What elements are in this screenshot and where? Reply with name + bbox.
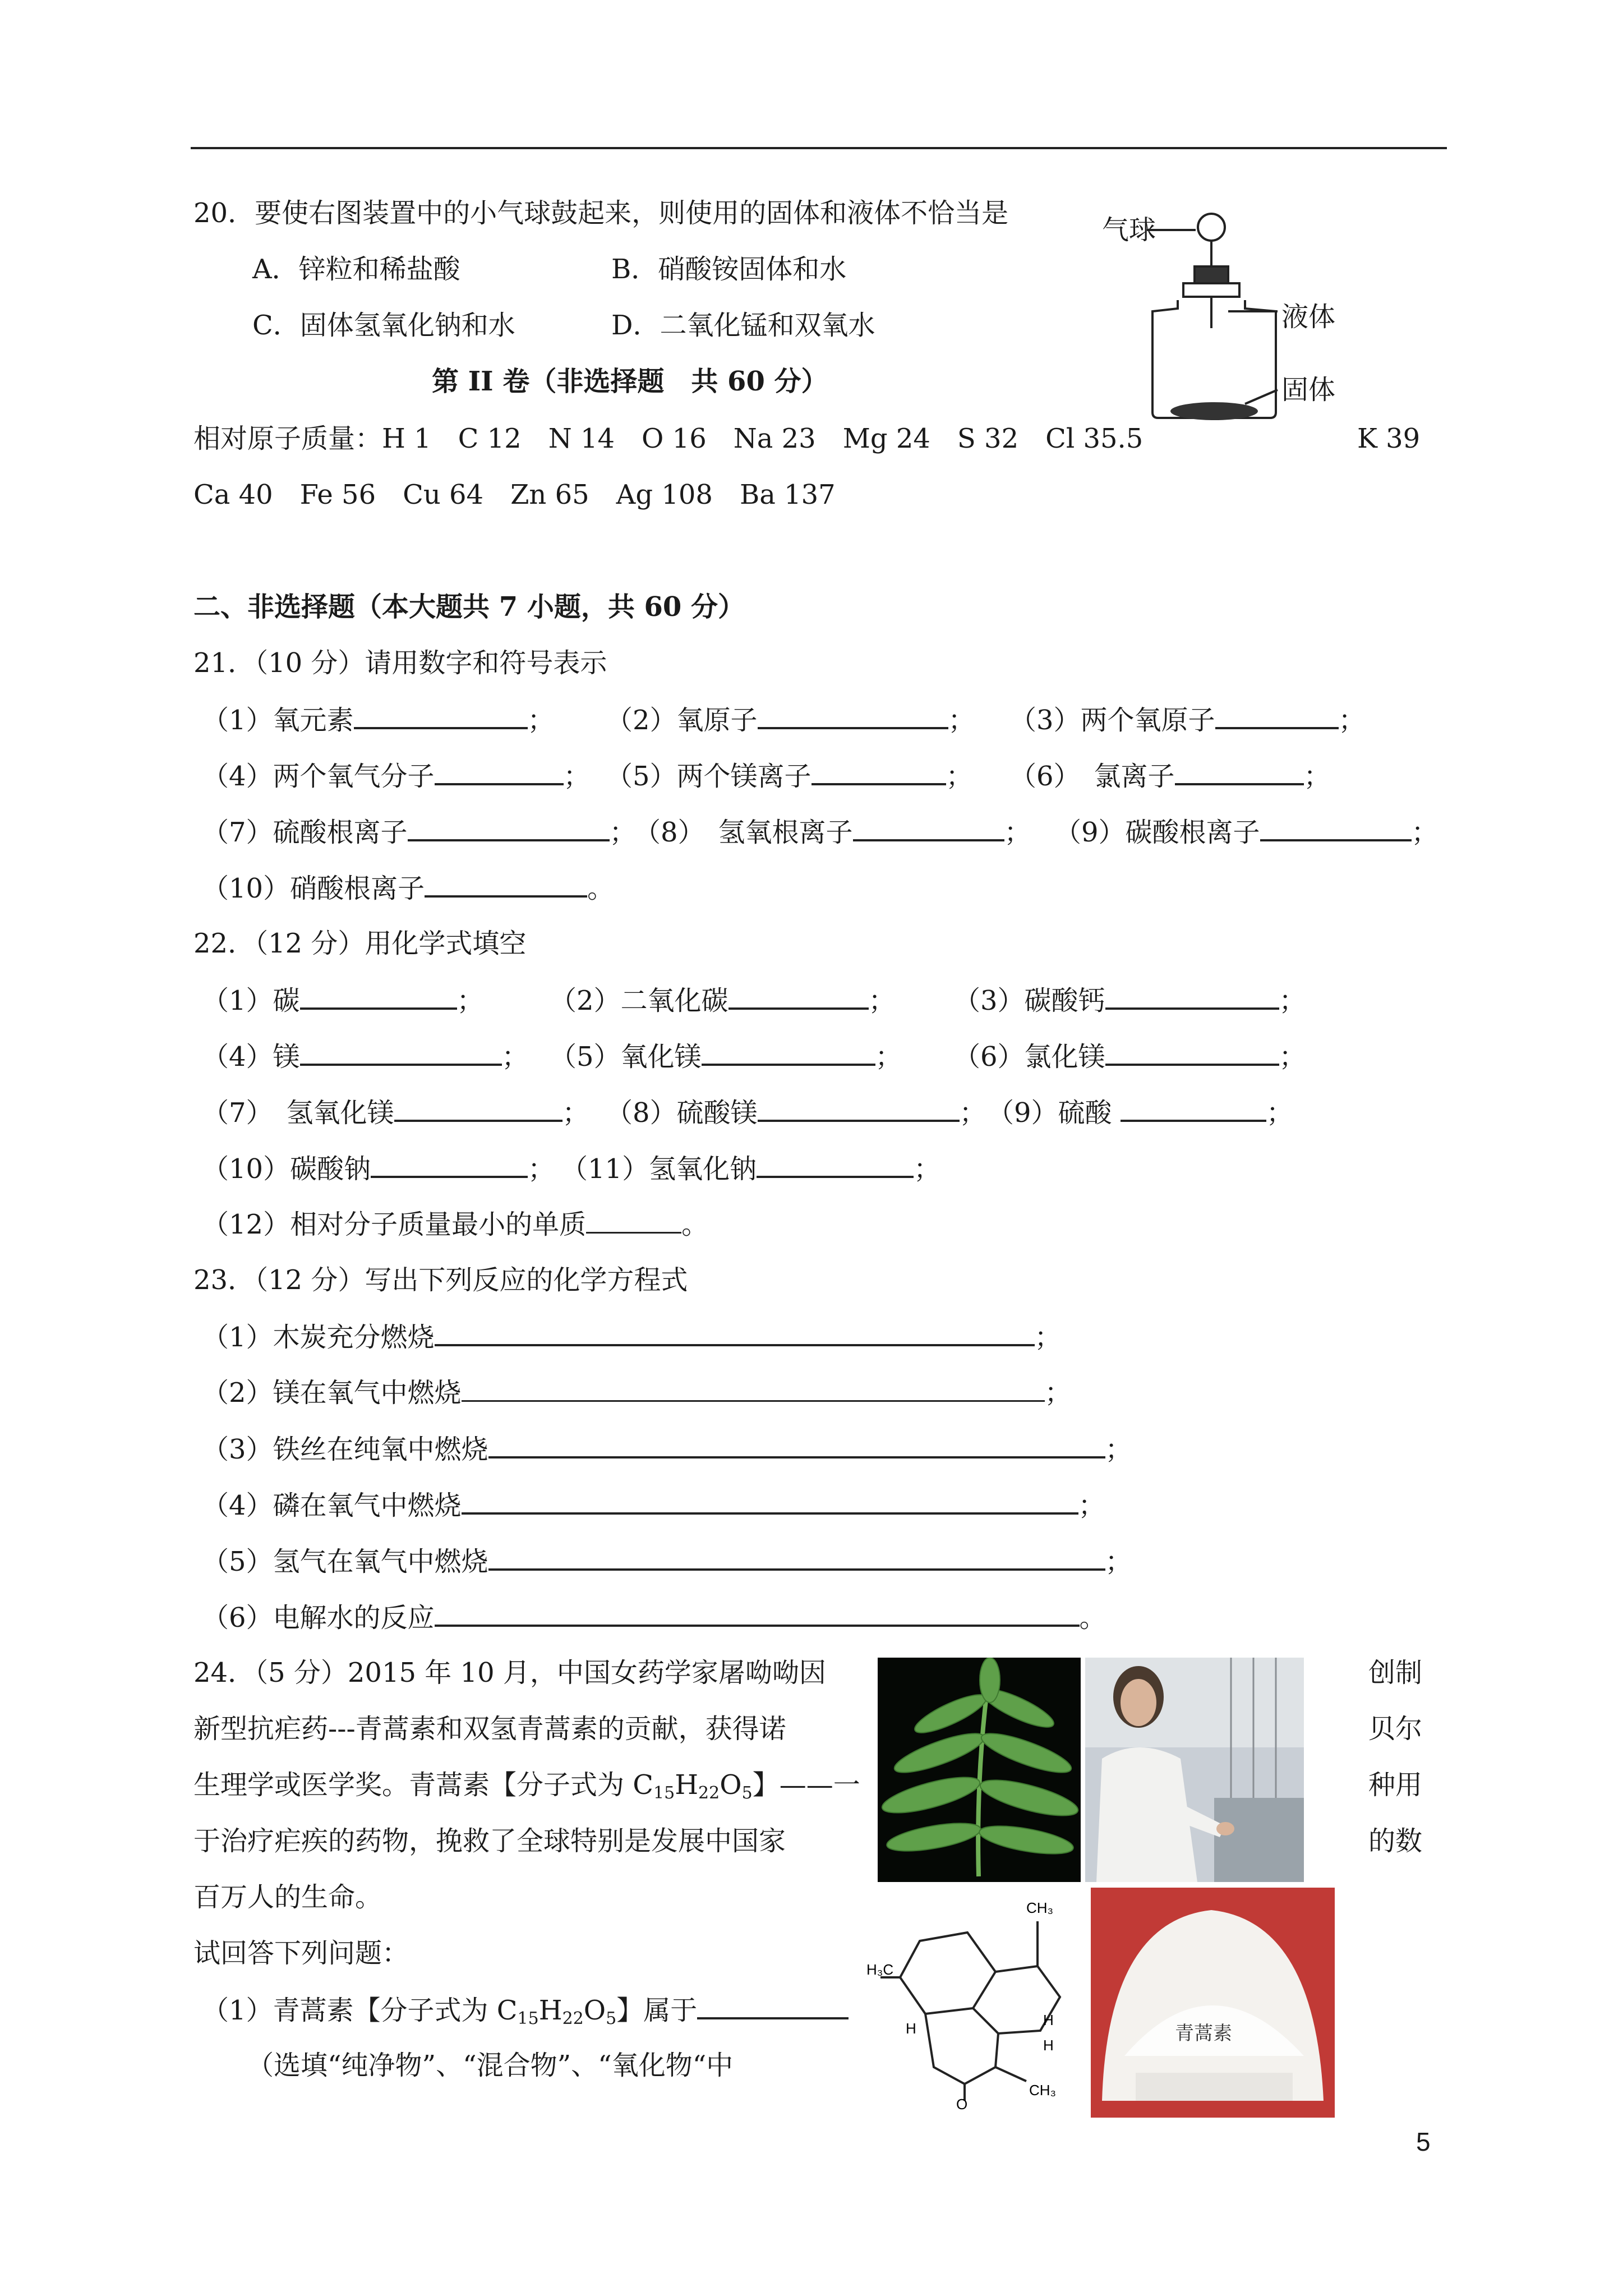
q23-item-6: （6）电解水的反应 。 — [202, 1600, 1106, 1635]
q24-line6: 试回答下列问题： — [193, 1938, 409, 1969]
q21-item-9: （9）碳酸根离子 ； — [1054, 815, 1438, 849]
section-title: 二、非选择题（本大题共 7 小题，共 60 分） — [193, 591, 745, 623]
q24-line3-end: 种用 — [1368, 1769, 1423, 1801]
atomic-masses-line1: 相对原子质量：H 1 C 12 N 14 O 16 Na 23 Mg 24 S 32 Cl 35.5 — [193, 423, 1144, 454]
q23-item-1: （1）木炭充分燃烧 ； — [202, 1319, 1062, 1354]
q22-item-12: （12）相对分子质量最小的单质 。 — [202, 1207, 708, 1241]
q20-option-b: B．硝酸铵固体和水 — [611, 254, 847, 285]
structure-h-ring: H — [1043, 2037, 1054, 2054]
label-liquid: 液体 — [1281, 301, 1336, 333]
q22-item-1: （1）碳 ； — [202, 983, 484, 1018]
q22-item-3: （3）碳酸钙 ； — [953, 983, 1306, 1018]
artemisinin-powder-photo — [1091, 1888, 1335, 2118]
powder-label: 青蒿素 — [1175, 2022, 1232, 2045]
q24-line3: 生理学或医学奖。青蒿素【分子式为 $C_{15}H_{22}O_5$】——一 — [193, 1769, 860, 1803]
q24-line5: 百万人的生命。 — [193, 1881, 382, 1913]
q23-item-4: （4）磷在氧气中燃烧 ； — [202, 1488, 1105, 1522]
header-rule — [191, 147, 1447, 149]
structure-o: O — [956, 2096, 968, 2112]
q20-stem: 20．要使右图装置中的小气球鼓起来，则使用的固体和液体不恰当是 — [193, 197, 1009, 229]
q22-title: 22．（12 分）用化学式填空 — [193, 928, 527, 959]
label-solid: 固体 — [1281, 374, 1336, 406]
q22-item-8: （8）硫酸镁 ； — [606, 1095, 986, 1130]
q22-item-6: （6）氯化镁 ； — [953, 1039, 1306, 1074]
q24-line2-end: 贝尔 — [1368, 1713, 1423, 1745]
q24-line1-end: 创制 — [1368, 1657, 1423, 1688]
q24-line1: 24．（5 分）2015 年 10 月，中国女药学家屠呦呦因 — [193, 1657, 826, 1688]
q20-option-c: C．固体氢氧化钠和水 — [252, 310, 515, 341]
structure-ch3-bottom: CH₃ — [1029, 2082, 1057, 2099]
q22-item-11: （11）氢氧化钠 ； — [561, 1151, 940, 1186]
q21-item-6: （6） 氯离子 ； — [1009, 758, 1331, 793]
q22-item-7: （7） 氢氧化镁 ； — [202, 1095, 589, 1130]
q21-item-5: （5）两个镁离子 ； — [606, 758, 973, 793]
q21-item-4: （4）两个氧气分子 ； — [202, 758, 591, 793]
q22-item-5: （5）氧化镁 ； — [550, 1039, 902, 1074]
q22-item-9: （9）硫酸 ； — [987, 1095, 1293, 1130]
q23-item-5: （5）氢气在氧气中燃烧 ； — [202, 1544, 1132, 1579]
q23-item-3: （3）铁丝在纯氧中燃烧 ； — [202, 1432, 1132, 1466]
atomic-masses-k: K 39 — [1357, 423, 1421, 454]
structure-h3c: H₃C — [866, 1961, 894, 1978]
q24-line4: 于治疗疟疾的药物，挽救了全球特别是发展中国家 — [193, 1825, 786, 1857]
structure-h-left: H — [906, 2020, 916, 2037]
structure-h-mid: H — [1043, 2012, 1054, 2028]
q20-option-a: A．锌粒和稀盐酸 — [252, 254, 460, 285]
q22-item-4: （4）镁 ； — [202, 1039, 529, 1074]
q24-sub1-line2: （选填“纯净物”、“混合物”、“氧化物“中 — [247, 2050, 734, 2081]
q21-item-8: （8） 氢氧根离子 ； — [634, 815, 1031, 849]
q23-title: 23．（12 分）写出下列反应的化学方程式 — [193, 1264, 688, 1296]
q22-item-10: （10）碳酸钠 ； — [202, 1151, 555, 1186]
q22-item-2: （2）二氧化碳 ； — [550, 983, 896, 1018]
q24-line4-end: 的数 — [1368, 1825, 1423, 1857]
page-number: 5 — [1416, 2127, 1431, 2156]
q21-item-1: （1）氧元素 ； — [202, 702, 555, 737]
q23-item-2: （2）镁在氧气中燃烧 ； — [202, 1375, 1072, 1410]
q20-option-d: D．二氧化锰和双氧水 — [611, 310, 875, 341]
label-balloon: 气球 — [1102, 214, 1156, 246]
atomic-masses-line2: Ca 40 Fe 56 Cu 64 Zn 65 Ag 108 Ba 137 — [193, 479, 836, 510]
artemisia-plant-photo — [878, 1658, 1081, 1882]
q21-item-7: （7）硫酸根离子 ； — [202, 815, 637, 849]
q21-item-3: （3）两个氧原子 ； — [1009, 702, 1366, 737]
q24-line2: 新型抗疟药---青蒿素和双氢青蒿素的贡献，获得诺 — [193, 1713, 786, 1745]
part2-title: 第 II 卷（非选择题 共 60 分） — [432, 366, 828, 397]
scientist-lab-photo — [1085, 1658, 1304, 1882]
artemisinin-structure-diagram — [866, 1888, 1082, 2112]
q24-sub1: （1）青蒿素【分子式为 $C_{15}H_{22}O_5$】属于 — [202, 1993, 849, 2027]
q21-title: 21．（10 分）请用数字和符号表示 — [193, 647, 607, 679]
q21-item-10: （10）硝酸根离子 。 — [202, 871, 614, 905]
structure-ch3-top: CH₃ — [1026, 1899, 1054, 1916]
q21-item-2: （2）氧原子 ； — [606, 702, 975, 737]
